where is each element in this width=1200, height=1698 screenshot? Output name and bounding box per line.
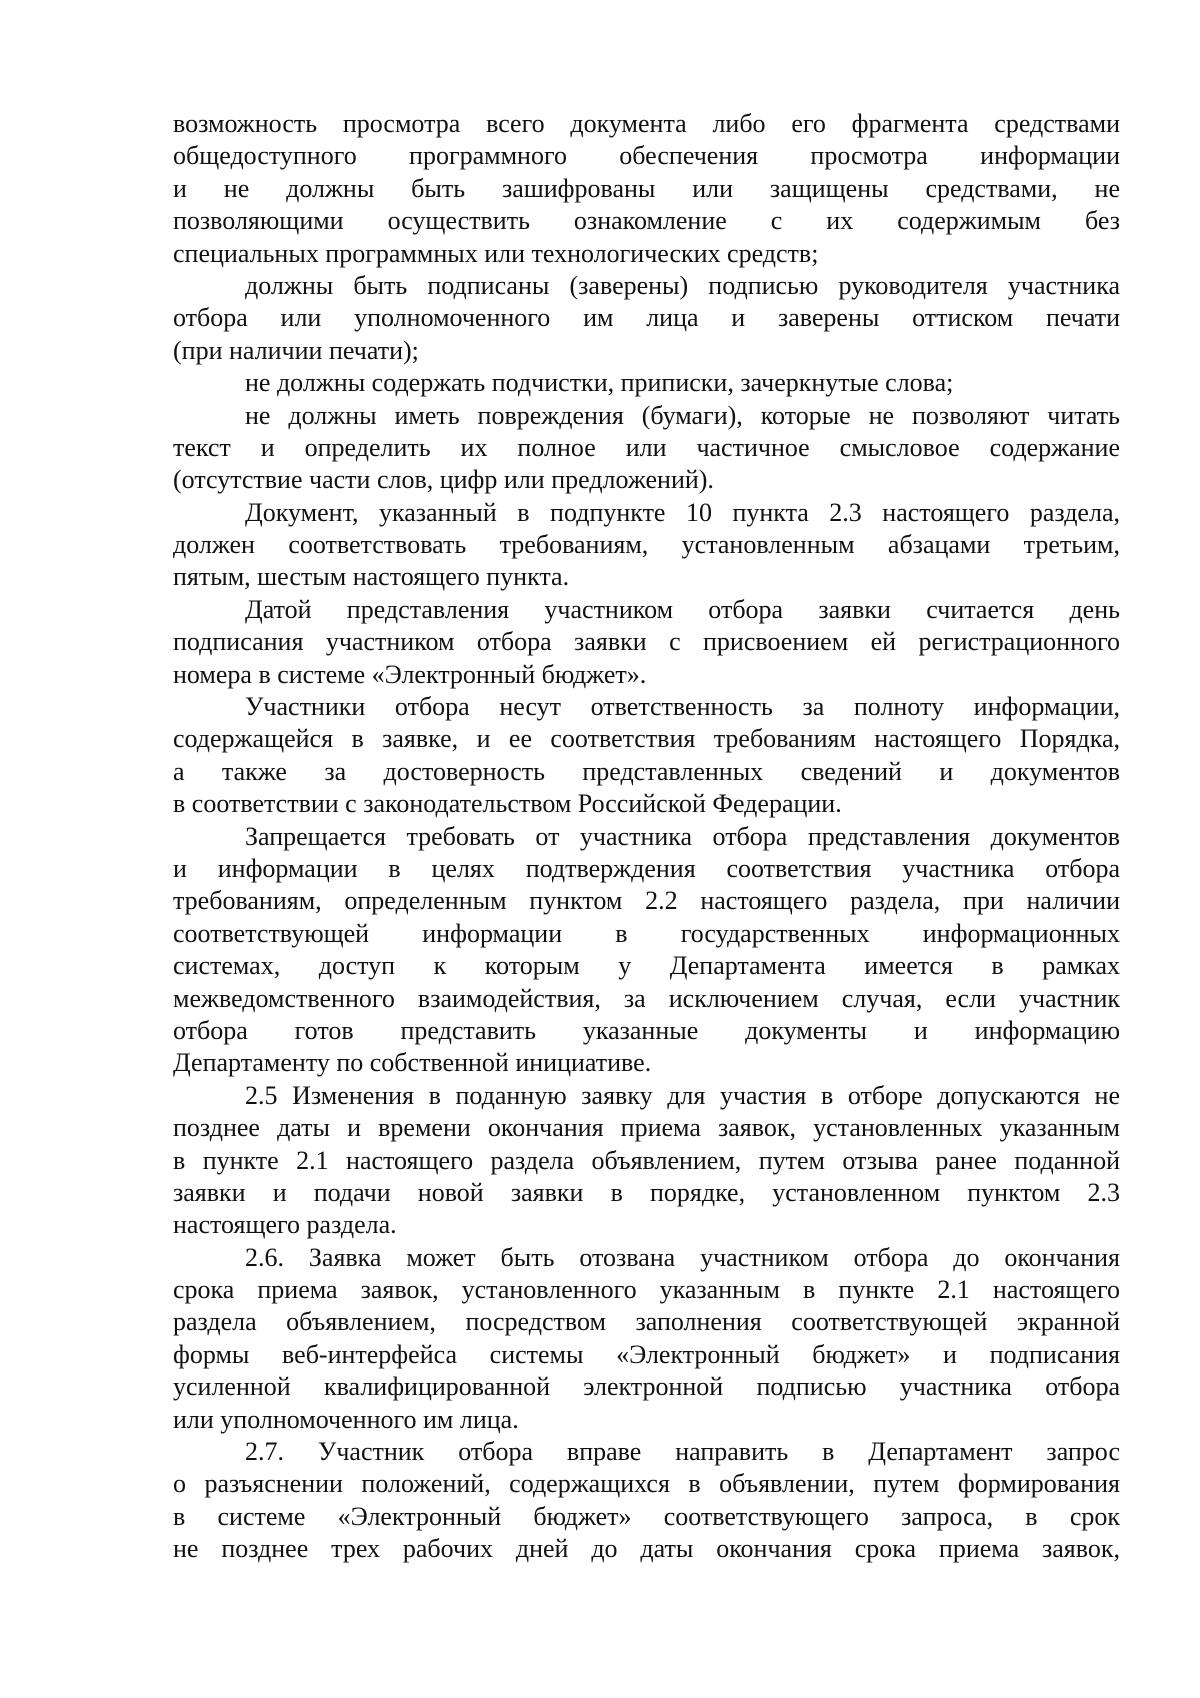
text-line: и не должны быть зашифрованы или защищены средствами, не <box>173 173 1120 203</box>
paragraph <box>173 1080 1120 1242</box>
text-line: возможность просмотра всего документа либо его фрагмента средствами <box>173 109 1120 138</box>
text-line: подписания участником отбора заявки с присвоением ей регистрационного <box>173 627 1120 657</box>
text-line: не должны иметь повреждения (бумаги), которые не позволяют читать <box>245 400 1120 430</box>
paragraph <box>173 400 1120 497</box>
text-line: а также за достоверность представленных сведений и документов <box>173 756 1120 786</box>
text-line: не должны содержать подчистки, приписки, зачеркнутые слова; <box>245 368 954 398</box>
text-line: в системе «Электронный бюджет» соответствующего запроса, в срок <box>173 1501 1120 1531</box>
text-line: 2.7. Участник отбора вправе направить в Департамент запрос <box>245 1437 1120 1467</box>
text-line: специальных программных или технологических средств; <box>173 238 819 268</box>
text-line: позднее даты и времени окончания приема заявок, установленных указанным <box>173 1113 1120 1143</box>
text-line: Департаменту по собственной инициативе. <box>173 1048 652 1078</box>
paragraph <box>173 1436 1120 1566</box>
text-line: должны быть подписаны (заверены) подписью руководителя участника <box>245 270 1120 300</box>
text-line: или уполномоченного им лица. <box>173 1404 519 1434</box>
paragraph <box>173 108 1120 270</box>
text-line: требованиям, определенным пунктом 2.2 настоящего раздела, при наличии <box>173 886 1120 916</box>
text-line: пятым, шестым настоящего пункта. <box>173 562 570 592</box>
paragraph <box>173 367 1120 399</box>
text-line: о разъяснении положений, содержащихся в объявлении, путем формирования <box>173 1469 1120 1499</box>
text-line: заявки и подачи новой заявки в порядке, установленном пунктом 2.3 <box>173 1177 1120 1207</box>
text-line: в соответствии с законодательством Российской Федерации. <box>173 789 842 819</box>
text-line: номера в системе «Электронный бюджет». <box>173 659 647 689</box>
paragraph <box>173 1242 1120 1436</box>
text-line: (отсутствие части слов, цифр или предложений). <box>173 465 714 495</box>
paragraph <box>173 270 1120 367</box>
text-line: настоящего раздела. <box>173 1210 397 1240</box>
text-line: Датой представления участником отбора заявки считается день <box>245 594 1120 624</box>
text-line: раздела объявлением, посредством заполнения соответствующей экранной <box>173 1307 1120 1337</box>
text-line: содержащейся в заявке, и ее соответствия требованиям настоящего Порядка, <box>173 724 1120 754</box>
text-line: усиленной квалифицированной электронной подписью участника отбора <box>173 1372 1120 1402</box>
text-line: Участники отбора несут ответственность за полноту информации, <box>245 692 1120 722</box>
paragraph <box>173 691 1120 821</box>
text-line: 2.5 Изменения в поданную заявку для участия в отборе допускаются не <box>245 1080 1120 1110</box>
text-line: Запрещается требовать от участника отбора представления документов <box>245 821 1120 851</box>
paragraph <box>173 594 1120 691</box>
text-line: не позднее трех рабочих дней до даты окончания срока приема заявок, <box>173 1534 1120 1564</box>
text-line: общедоступного программного обеспечения просмотра информации <box>173 141 1120 171</box>
text-line: 2.6. Заявка может быть отозвана участником отбора до окончания <box>245 1242 1120 1272</box>
text-line: формы веб-интерфейса системы «Электронный бюджет» и подписания <box>173 1339 1120 1369</box>
text-line: срока приема заявок, установленного указанным в пункте 2.1 настоящего <box>173 1275 1120 1305</box>
document-page <box>173 108 1120 1566</box>
text-line: должен соответствовать требованиям, установленным абзацами третьим, <box>173 530 1120 560</box>
text-line: в пункте 2.1 настоящего раздела объявлением, путем отзыва ранее поданной <box>173 1145 1120 1175</box>
text-line: отбора или уполномоченного им лица и заверены оттиском печати <box>173 303 1120 333</box>
text-line: межведомственного взаимодействия, за исключением случая, если участник <box>173 983 1120 1013</box>
text-line: соответствующей информации в государственных информационных <box>173 918 1120 948</box>
text-line: и информации в целях подтверждения соответствия участника отбора <box>173 853 1120 883</box>
text-line: Документ, указанный в подпункте 10 пункта 2.3 настоящего раздела, <box>245 497 1120 527</box>
paragraph <box>173 821 1120 1080</box>
text-line: текст и определить их полное или частичное смысловое содержание <box>173 432 1120 462</box>
text-line: отбора готов представить указанные документы и информацию <box>173 1015 1120 1045</box>
text-line: (при наличии печати); <box>173 335 419 365</box>
paragraph <box>173 497 1120 594</box>
text-line: позволяющими осуществить ознакомление с их содержимым без <box>173 206 1120 236</box>
text-line: системах, доступ к которым у Департамента имеется в рамках <box>173 951 1120 981</box>
